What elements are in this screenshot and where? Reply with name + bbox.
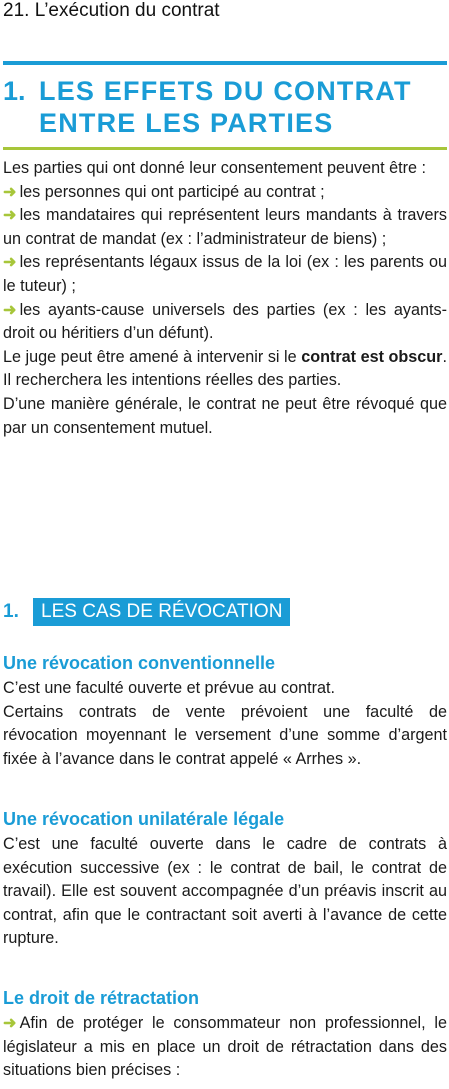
section-unilaterale [3, 806, 447, 951]
judge-paragraph: Le juge peut être amené à intervenir si le contrat est obscur. Il recherchera les intentions réelles des parties. [3, 347, 447, 390]
subsection-heading [3, 598, 290, 626]
arrow-right-icon: ➜ [3, 206, 17, 225]
heading-title-line1: LES EFFETS DU CONTRAT [39, 76, 412, 106]
intro-lead: Les parties qui ont donné leur consentement peuvent être : [3, 159, 426, 177]
sub-title-conventionnelle: Une révocation conventionnelle [3, 653, 276, 673]
subsection-number: 1. [3, 601, 19, 622]
running-head: 21. L’exécution du contrat [3, 0, 220, 21]
arrow-right-icon: ➜ [3, 253, 17, 272]
arrow-right-icon: ➜ [3, 182, 17, 201]
paragraph: Certains contrats de vente prévoient une faculté de révocation moyennant le versement d’une somme d’argent fixée à l’avance dans le contrat appelé « Arrhes ». [3, 702, 447, 768]
heading-number: 1. [3, 76, 26, 106]
list-item: ➜ Afin de protéger le consommateur non professionnel, le législateur a mis en place un droit de rétractation dans des situations bien précises : [3, 1014, 447, 1080]
list-item: ➜ les personnes qui ont participé au contrat ; [3, 182, 325, 201]
contrat-obscur: contrat est obscur [301, 347, 443, 366]
revocation-paragraph: D’une manière générale, le contrat ne peut être révoqué que par un consentement mutuel. [3, 394, 447, 437]
list-item: ➜ les représentants légaux issus de la loi (ex : les parents ou le tuteur) ; [3, 253, 447, 295]
sub-title-unilaterale: Une révocation unilatérale légale [3, 809, 285, 829]
arrow-right-icon: ➜ [3, 1014, 17, 1032]
sub-title-retractation: Le droit de rétractation [3, 988, 200, 1008]
section-heading [3, 61, 447, 150]
list-item: ➜ les ayants-cause universels des parties (ex : les ayants-droit ou héritiers d’un défunt). [3, 300, 447, 343]
section-retractation [3, 985, 447, 1083]
paragraph: C’est une faculté ouverte dans le cadre de contrats à exécution successive (ex : le contrat de bail, le contrat de travail). Elle est souvent accompagnée d’un préavis inscrit au contrat, afin que le contractant soit averti à l’avance de cette rupture. [3, 835, 447, 948]
heading-title-line2: ENTRE LES PARTIES [39, 108, 334, 138]
arrow-right-icon: ➜ [3, 300, 17, 319]
list-item: ➜ les mandataires qui représentent leurs mandants à travers un contrat de mandat (ex : l’administrateur de biens) ; [3, 206, 447, 248]
heading-title [39, 75, 412, 139]
section-conventionnelle [3, 650, 447, 771]
heading-row [3, 65, 447, 139]
intro-body [3, 157, 447, 440]
heading-bottom-rule [3, 147, 447, 150]
paragraph: C’est une faculté ouverte et prévue au contrat. [3, 679, 336, 697]
subsection-label: LES CAS DE RÉVOCATION [33, 598, 290, 626]
